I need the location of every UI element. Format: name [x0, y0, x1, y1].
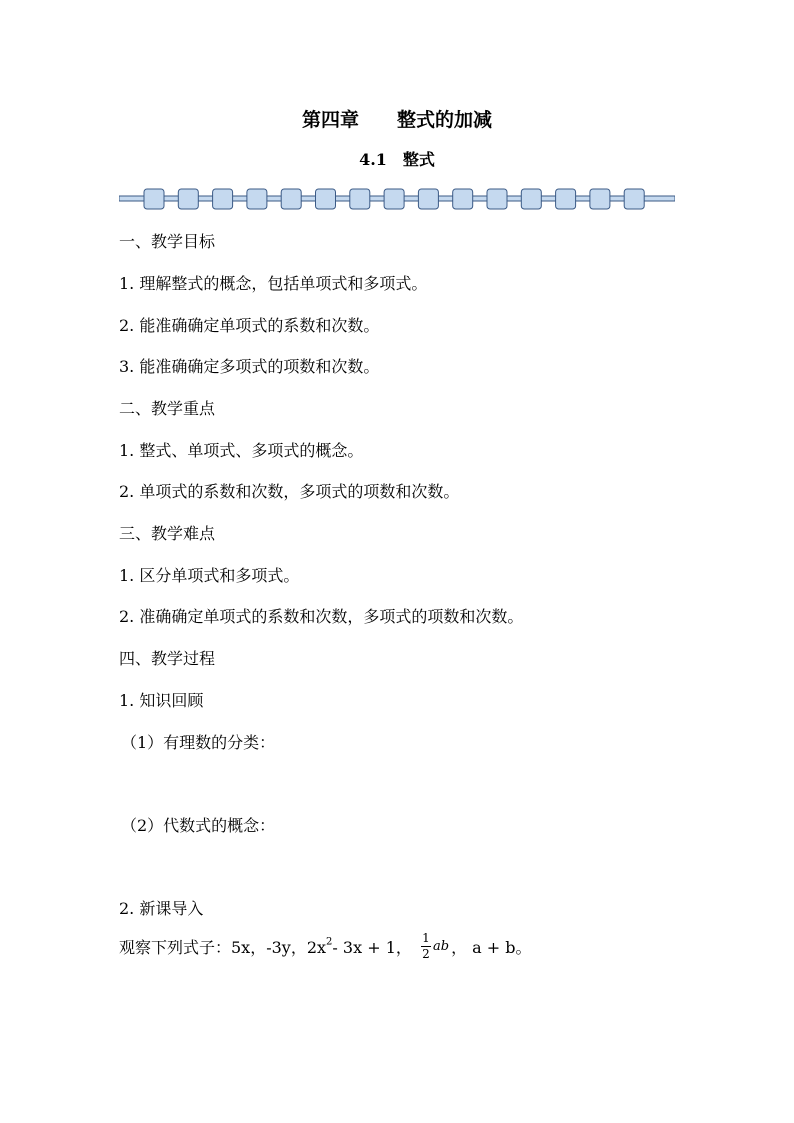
objective-2: 2. 能准确确定单项式的系数和次数。	[119, 316, 380, 335]
divider-node	[556, 189, 576, 209]
difficulty-1: 1. 区分单项式和多项式。	[119, 566, 300, 585]
formula-suffix: ， a + b。	[451, 938, 532, 957]
heading-difficulties: 三、教学难点	[119, 524, 216, 543]
divider-node	[384, 189, 404, 209]
divider-node	[178, 189, 198, 209]
formula-middle: - 3x + 1，	[332, 938, 412, 957]
heading-key-points: 二、教学重点	[119, 399, 216, 418]
objective-3: 3. 能准确确定多项式的项数和次数。	[119, 357, 380, 376]
observation-formula	[119, 932, 532, 972]
fraction-variable: ab	[432, 939, 450, 954]
formula-prefix: 观察下列式子：5x，-3y，2x	[119, 938, 327, 957]
difficulty-2: 2. 准确确定单项式的系数和次数，多项式的项数和次数。	[119, 607, 524, 626]
chapter-title: 第四章 整式的加减	[301, 109, 492, 131]
formula-exponent: 2	[326, 936, 333, 948]
divider-node	[590, 189, 610, 209]
divider-node	[624, 189, 644, 209]
divider-node	[144, 189, 164, 209]
key-point-1: 1. 整式、单项式、多项式的概念。	[119, 441, 364, 460]
fraction-denominator: 2	[422, 947, 430, 961]
key-point-2: 2. 单项式的系数和次数，多项式的项数和次数。	[119, 482, 460, 501]
process-sub-2: （2）代数式的概念：	[121, 816, 276, 835]
process-step-1: 1. 知识回顾	[119, 691, 204, 710]
divider-node	[418, 189, 438, 209]
section-title: 4.1 整式	[359, 150, 435, 169]
objective-1: 1. 理解整式的概念，包括单项式和多项式。	[119, 274, 428, 293]
heading-objectives: 一、教学目标	[119, 232, 216, 251]
divider-node	[247, 189, 267, 209]
divider-node	[521, 189, 541, 209]
fraction-half	[421, 932, 431, 961]
divider-node	[213, 189, 233, 209]
process-sub-1: （1）有理数的分类：	[121, 733, 276, 752]
fraction-numerator: 1	[422, 931, 430, 945]
divider-node	[350, 189, 370, 209]
decorative-divider	[119, 186, 675, 212]
heading-process: 四、教学过程	[119, 649, 216, 668]
divider-node	[453, 189, 473, 209]
divider-node	[487, 189, 507, 209]
process-step-2: 2. 新课导入	[119, 899, 204, 918]
divider-node	[316, 189, 336, 209]
divider-node	[281, 189, 301, 209]
